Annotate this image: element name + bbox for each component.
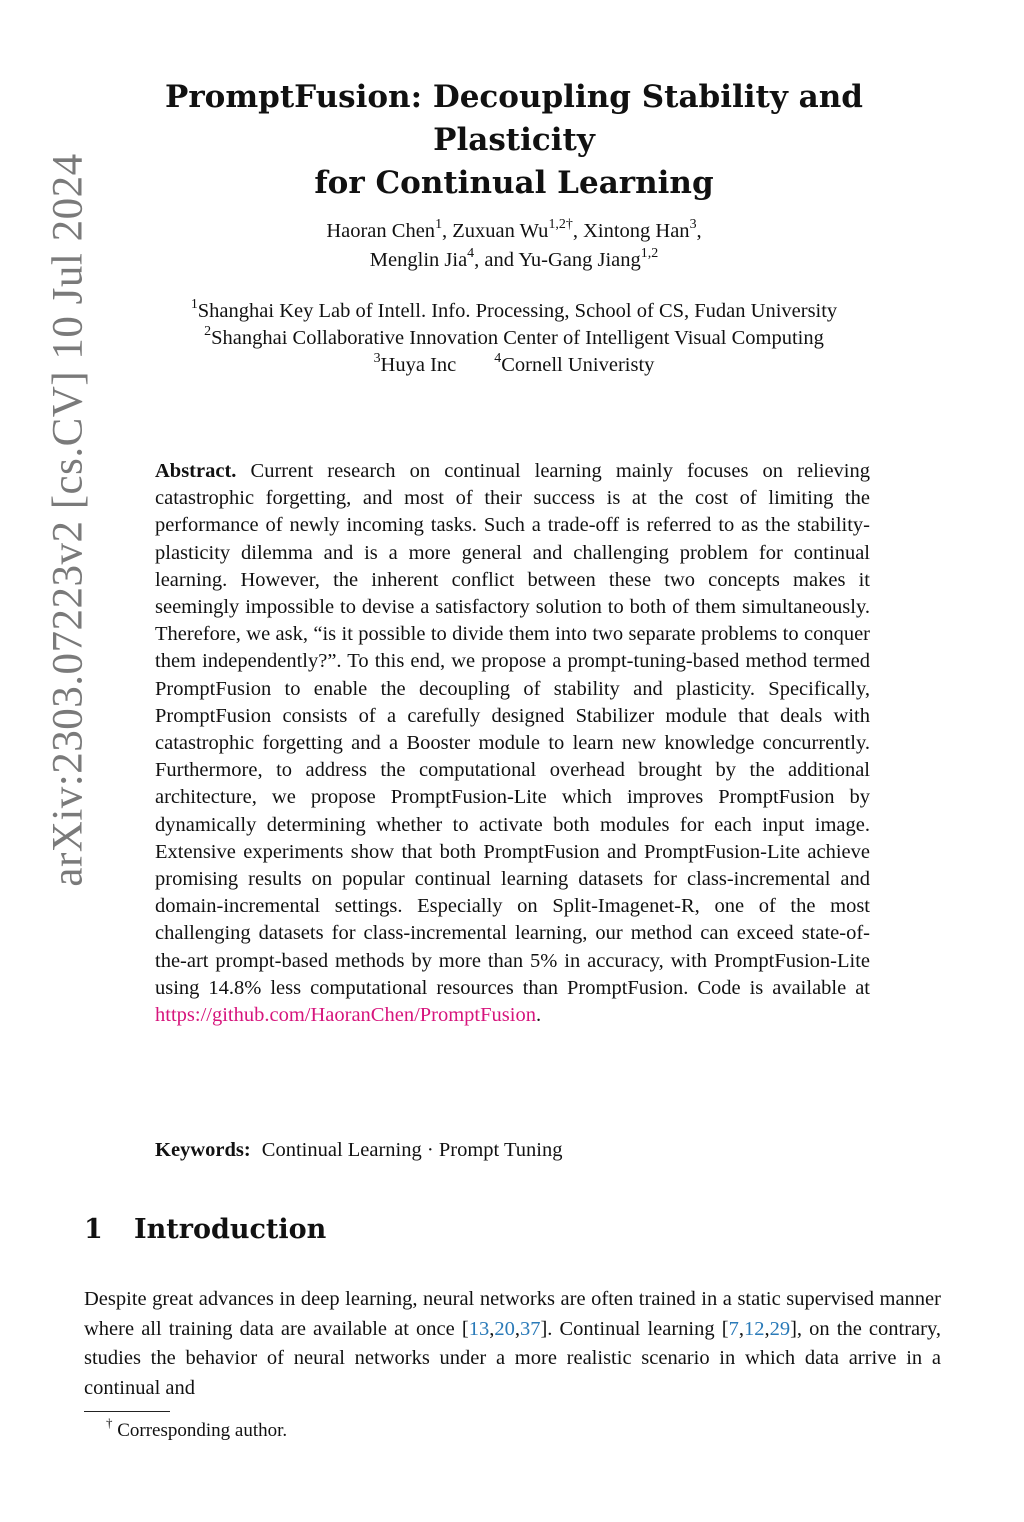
citation-link[interactable]: 20 <box>494 1317 515 1340</box>
citation-link[interactable]: 7 <box>728 1317 739 1340</box>
author-line-1 <box>84 217 944 246</box>
abstract-label: Abstract. <box>155 460 237 482</box>
abstract <box>155 458 870 1029</box>
introduction-paragraph: Despite great advances in deep learning, neural networks are often trained in a static supervised manner where all training data are available at once [13,20,37]. Continual learning [7,12,29], on the contrary, studies the behavior of neural networks under a more realistic scenario in which data arrive in a continual and <box>84 1288 941 1399</box>
keywords-label: Keywords: <box>155 1139 251 1161</box>
affiliation-sup: 4 <box>494 350 502 366</box>
abstract-end-punctuation: . <box>535 1004 542 1027</box>
author-separator: , <box>474 249 485 271</box>
footnote-rule <box>84 1411 170 1412</box>
intro-text: ]. Continual learning [ <box>540 1317 729 1340</box>
author-name: Menglin Jia <box>369 249 468 271</box>
footnote-mark: † <box>106 1415 113 1431</box>
citation-link[interactable]: 13 <box>468 1317 490 1340</box>
affiliation-list <box>84 298 944 379</box>
author-list <box>84 217 944 275</box>
section-title: Introduction <box>134 1214 327 1245</box>
author-separator: , <box>696 220 702 242</box>
intro-text: ], on the contrary, studies the behavior of neural networks under a more realistic scenario in which data arrive in a continual and <box>84 1317 941 1399</box>
paper-title <box>84 76 944 205</box>
intro-text: Despite great advances in deep learning, neural networks are often trained in a static supervised manner where all training data are available at once [ <box>84 1288 941 1340</box>
citation-link[interactable]: 37 <box>519 1317 541 1340</box>
author-affil-sup: 1,2† <box>548 216 573 232</box>
author-affil-sup: 1,2 <box>640 245 659 261</box>
abstract-body: Current research on continual learning mainly focuses on relieving catastrophic forgetting, and most of their success is at the cost of limiting the performance of newly incoming tasks. Such a trade-off is referred to as the stability-plasticity dilemma and is a more general and challenging problem for continual learning. However, the inherent conflict between these two concepts makes it seemingly impossible to devise a satisfactory solution to both of them simultaneously. Therefore, we ask, “is it possible to divide them into two separate problems to conquer them independently?”. To this end, we propose a prompt-tuning-based method termed PromptFusion to enable the decoupling of stability and plasticity. Specifically, PromptFusion consists of a carefully designed Stabilizer module that deals with catastrophic forgetting and a Booster module to learn new knowledge concurrently. Furthermore, to address the computational overhead brought by the additional architecture, we propose PromptFusion-Lite which improves PromptFusion by dynamically determining whether to activate both modules for each input image. Extensive experiments show that both PromptFusion and PromptFusion-Lite achieve promising results on popular continual learning datasets for class-incremental and domain-incremental settings. Especially on Split-Imagenet-R, one of the most challenging datasets for class-incremental learning, our method can exceed state-of-the-art prompt-based methods by more than 5% in accuracy, with PromptFusion-Lite using 14.8% less computational resources than PromptFusion. Code is available at <box>155 460 871 999</box>
author-affil-sup: 4 <box>467 245 475 261</box>
author-name: Zuxuan Wu <box>452 220 549 242</box>
affiliation-text: Cornell Univeristy <box>501 354 655 376</box>
keyword-item: Continual Learning <box>261 1139 422 1161</box>
title-line-2: for Continual Learning <box>314 165 714 201</box>
section-number: 1 <box>84 1214 103 1245</box>
affiliation-line <box>84 298 944 325</box>
title-line-1: PromptFusion: Decoupling Stability and Plasticity <box>165 79 863 158</box>
author-affil-sup: 3 <box>689 216 697 232</box>
affiliation-line <box>84 352 944 379</box>
section-heading-introduction <box>84 1214 326 1245</box>
affiliation-text: Shanghai Collaborative Innovation Center of Intelligent Visual Computing <box>211 327 824 349</box>
author-affil-sup: 1 <box>435 216 443 232</box>
author-separator: , <box>442 220 453 242</box>
footnote-text: Corresponding author. <box>117 1420 288 1441</box>
affiliation-sup: 1 <box>190 296 198 312</box>
keyword-separator: · <box>426 1139 434 1161</box>
author-line-2 <box>84 246 944 275</box>
affiliation-text: Shanghai Key Lab of Intell. Info. Processing, School of CS, Fudan University <box>197 300 838 322</box>
affiliation-sup: 2 <box>204 323 212 339</box>
citation-link[interactable]: 29 <box>769 1317 791 1340</box>
footnote <box>106 1415 288 1444</box>
author-name: and Yu-Gang Jiang <box>484 249 641 271</box>
affiliation-line <box>84 325 944 352</box>
author-name: Haoran Chen <box>326 220 436 242</box>
arxiv-identifier-stamp: arXiv:2303.07223v2 [cs.CV] 10 Jul 2024 <box>44 153 92 887</box>
keyword-item: Prompt Tuning <box>438 1139 563 1161</box>
author-name: Xintong Han <box>583 220 690 242</box>
affiliation-sup: 3 <box>373 350 381 366</box>
keywords <box>155 1136 870 1164</box>
code-repository-link[interactable]: https://github.com/HaoranChen/PromptFusion <box>155 1004 536 1027</box>
citation-link[interactable]: 12 <box>743 1317 765 1340</box>
author-separator: , <box>572 220 584 242</box>
affiliation-text: Huya Inc <box>380 354 457 376</box>
